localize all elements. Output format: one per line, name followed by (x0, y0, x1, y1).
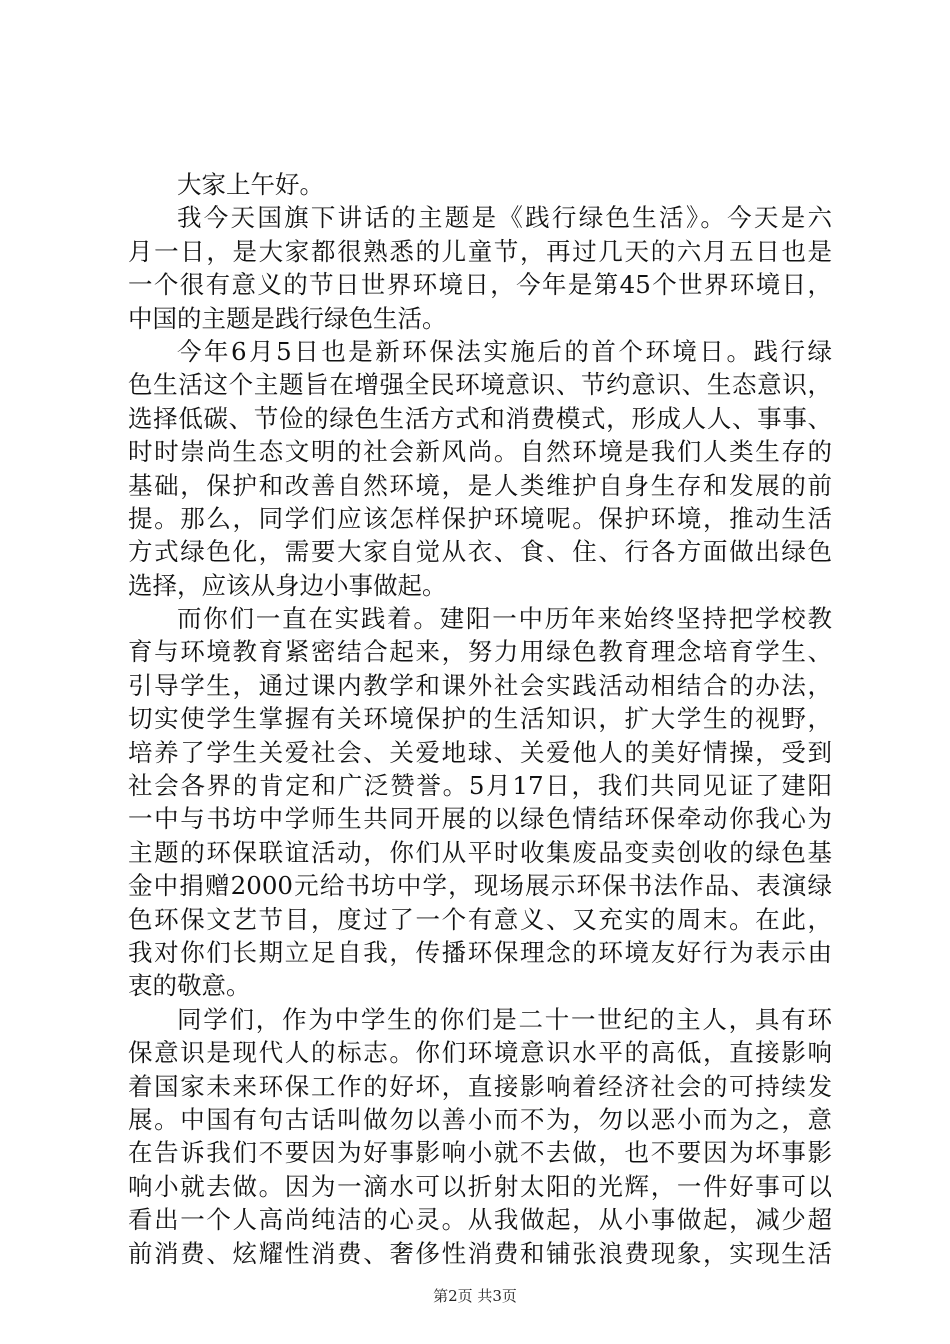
text-line: 看出一个人高尚纯洁的心灵。从我做起，从小事做起，减少超 (128, 1205, 832, 1235)
text-line: 大家上午好。 (177, 170, 324, 199)
text-line: 引导学生，通过课内教学和课外社会实践活动相结合的办法， (128, 670, 832, 700)
text-line: 着国家未来环保工作的好坏，直接影响着经济社会的可持续发 (128, 1071, 832, 1101)
page-number: 第2页 共3页 (433, 1287, 517, 1305)
text-line: 方式绿色化，需要大家自觉从衣、食、住、行各方面做出绿色 (128, 537, 832, 567)
text-line: 一中与书坊中学师生共同开展的以绿色情结环保牵动你我心为 (128, 804, 832, 834)
paragraph (128, 168, 832, 201)
text-line: 在告诉我们不要因为好事影响小就不去做，也不要因为坏事影 (128, 1138, 832, 1168)
text-line: 展。中国有句古话叫做勿以善小而不为，勿以恶小而为之，意 (128, 1104, 832, 1134)
text-line: 选择低碳、节俭的绿色生活方式和消费模式，形成人人、事事、 (128, 403, 832, 433)
text-line: 提。那么，同学们应该怎样保护环境呢。保护环境，推动生活 (128, 503, 832, 533)
text-line: 保意识是现代人的标志。你们环境意识水平的高低，直接影响 (128, 1038, 832, 1068)
text-line: 一个很有意义的节日世界环境日，今年是第45个世界环境日， (128, 270, 832, 300)
text-line: 中国的主题是践行绿色生活。 (128, 303, 447, 333)
text-line: 同学们，作为中学生的你们是二十一世纪的主人，具有环 (177, 1004, 832, 1034)
text-line: 培养了学生关爱社会、关爱地球、关爱他人的美好情操，受到 (128, 737, 832, 767)
page-footer (0, 1286, 950, 1306)
text-line: 社会各界的肯定和广泛赞誉。5月17日，我们共同见证了建阳 (128, 771, 832, 801)
text-line: 我对你们长期立足自我，传播环保理念的环境友好行为表示由 (128, 937, 832, 967)
text-line: 色生活这个主题旨在增强全民环境意识、节约意识、生态意识， (128, 370, 832, 400)
paragraph (128, 201, 832, 335)
text-line: 育与环境教育紧密结合起来，努力用绿色教育理念培育学生、 (128, 637, 832, 667)
text-line: 色环保文艺节目，度过了一个有意义、又充实的周末。在此， (128, 904, 832, 934)
text-line: 前消费、炫耀性消费、奢侈性消费和铺张浪费现象，实现生活 (128, 1238, 832, 1268)
paragraph (128, 335, 832, 602)
text-line: 选择，应该从身边小事做起。 (128, 570, 447, 600)
text-line: 切实使学生掌握有关环境保护的生活知识，扩大学生的视野， (128, 704, 832, 734)
document-body (128, 168, 832, 1270)
text-line: 我今天国旗下讲话的主题是《践行绿色生活》。今天是六 (177, 203, 832, 233)
text-line: 时时崇尚生态文明的社会新风尚。自然环境是我们人类生存的 (128, 437, 832, 467)
text-line: 响小就去做。因为一滴水可以折射太阳的光辉，一件好事可以 (128, 1171, 832, 1201)
text-line: 基础，保护和改善自然环境，是人类维护自身生存和发展的前 (128, 470, 832, 500)
text-line: 主题的环保联谊活动，你们从平时收集废品变卖创收的绿色基 (128, 837, 832, 867)
text-line: 衷的敬意。 (128, 971, 251, 1001)
text-line: 而你们一直在实践着。建阳一中历年来始终坚持把学校教 (177, 604, 832, 634)
text-line: 金中捐赠2000元给书坊中学，现场展示环保书法作品、表演绿 (128, 871, 832, 901)
paragraph (128, 602, 832, 1003)
text-line: 今年6月5日也是新环保法实施后的首个环境日。践行绿 (177, 336, 832, 366)
paragraph (128, 1003, 832, 1270)
text-line: 月一日，是大家都很熟悉的儿童节，再过几天的六月五日也是 (128, 236, 832, 266)
